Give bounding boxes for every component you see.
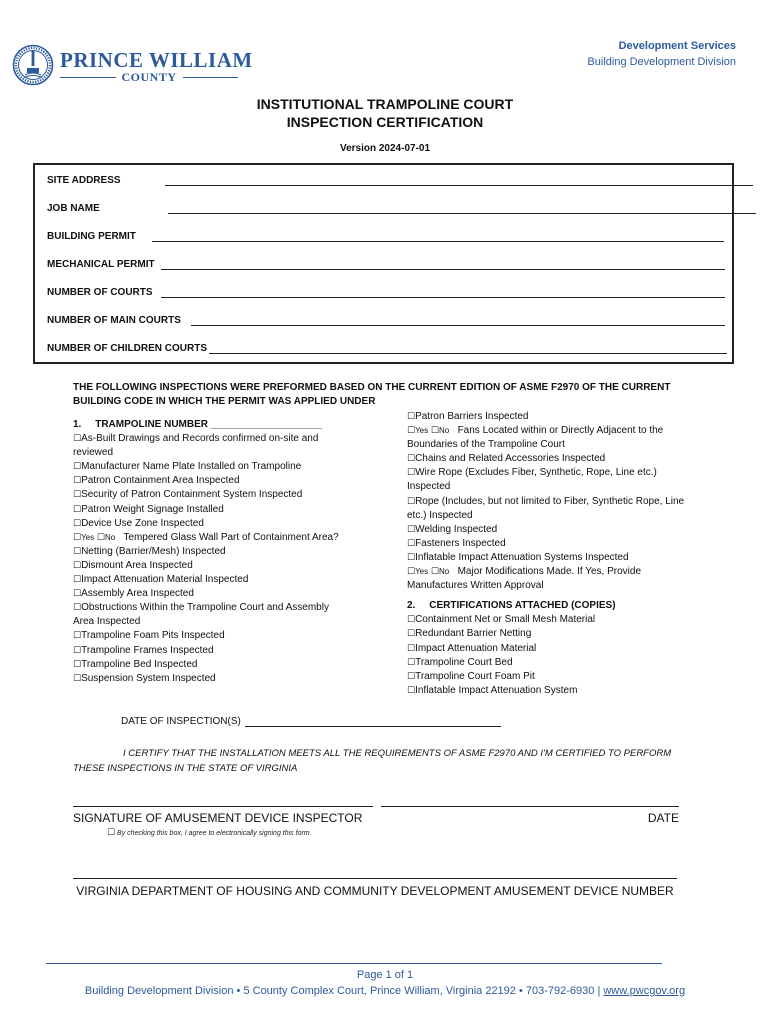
date-of-inspection-input[interactable] bbox=[245, 718, 501, 727]
certification-item[interactable]: ☐Impact Attenuation Material bbox=[407, 642, 537, 654]
brand-county: COUNTY bbox=[121, 69, 177, 84]
form-version: Version 2024-07-01 bbox=[339, 143, 431, 154]
no-checkbox-icon[interactable]: ☐ bbox=[430, 567, 439, 578]
e-sign-consent[interactable]: ☐ By checking this box, I agree to electronically signing this form. bbox=[107, 828, 312, 838]
empty-checkbox-icon[interactable]: ☐ bbox=[407, 412, 416, 422]
inspection-list-right bbox=[407, 410, 697, 698]
checklist-item[interactable]: ☐As-Built Drawings and Records confirmed on-site and reviewed bbox=[73, 433, 319, 459]
empty-checkbox-icon[interactable]: ☐ bbox=[407, 643, 416, 654]
major-modifications-question: ☐Yes ☐No Major Modifications Made. If Yes, Provide Manufactures Written Approval bbox=[407, 566, 642, 592]
checklist-item[interactable]: ☐Trampoline Foam Pits Inspected bbox=[73, 630, 225, 642]
checklist-item[interactable]: ☐Patron Weight Signage Installed bbox=[73, 503, 224, 515]
signature-date-line[interactable] bbox=[381, 806, 679, 807]
field-label: NUMBER OF MAIN COURTS bbox=[47, 315, 181, 326]
field-label: SITE ADDRESS bbox=[47, 175, 121, 186]
empty-checkbox-icon[interactable]: ☐ bbox=[407, 615, 416, 626]
certification-statement: I CERTIFY THAT THE INSTALLATION MEETS ALL THE REQUIREMENTS OF ASME F2970 AND I'M CERTIFIED TO PERFORM THESE INSPECTIONS IN THE STATE OF VIRGINIA bbox=[73, 748, 672, 774]
dept-subtitle: Building Development Division bbox=[587, 56, 736, 68]
empty-checkbox-icon[interactable]: ☐ bbox=[73, 589, 82, 600]
checklist-item[interactable]: ☐Suspension System Inspected bbox=[73, 672, 216, 684]
form-title-line1: INSTITUTIONAL TRAMPOLINE COURT bbox=[256, 96, 514, 112]
yes-checkbox-icon[interactable]: ☐ bbox=[407, 426, 416, 437]
checklist-item[interactable]: ☐Fasteners Inspected bbox=[407, 537, 506, 549]
checklist-item[interactable]: ☐Netting (Barrier/Mesh) Inspected bbox=[73, 545, 226, 557]
empty-checkbox-icon[interactable]: ☐ bbox=[407, 552, 416, 563]
inspection-list-left bbox=[73, 418, 343, 686]
job-name-field bbox=[47, 203, 756, 214]
county-seal-icon bbox=[12, 38, 54, 92]
no-checkbox-icon[interactable]: ☐ bbox=[96, 532, 105, 543]
checklist-item[interactable]: ☐Dismount Area Inspected bbox=[73, 559, 193, 571]
footer-address: Building Development Division • 5 County Complex Court, Prince William, Virginia 22192 • 703-792-6930 | www.pwcgov.org bbox=[84, 985, 686, 997]
checklist-item[interactable]: ☐Obstructions Within the Trampoline Court and Assembly Area Inspected bbox=[73, 602, 329, 628]
empty-checkbox-icon[interactable]: ☐ bbox=[107, 828, 116, 838]
checklist-item[interactable]: ☐Patron Barriers Inspected bbox=[407, 411, 529, 422]
building-permit-field bbox=[47, 231, 724, 242]
inspections-intro: THE FOLLOWING INSPECTIONS WERE PREFORMED BASED ON THE CURRENT EDITION OF ASME F2970 OF THE CURRENT BUILDING CODE IN WHICH THE PERMIT WAS APPLIED UNDER bbox=[73, 382, 671, 407]
empty-checkbox-icon[interactable]: ☐ bbox=[73, 560, 82, 571]
checklist-item[interactable]: ☐Rope (Includes, but not limited to Fiber, Synthetic Rope, Line etc.) Inspected bbox=[407, 495, 685, 521]
empty-checkbox-icon[interactable]: ☐ bbox=[73, 490, 82, 501]
no-label: No bbox=[439, 567, 450, 577]
empty-checkbox-icon[interactable]: ☐ bbox=[73, 603, 82, 614]
section-1-title: 1. TRAMPOLINE NUMBER ____________________ bbox=[73, 419, 323, 430]
page-number: Page 1 of 1 bbox=[356, 969, 414, 981]
signature-date-label: DATE bbox=[647, 811, 679, 825]
empty-checkbox-icon[interactable]: ☐ bbox=[73, 659, 82, 670]
yes-checkbox-icon[interactable]: ☐ bbox=[407, 567, 416, 578]
checklist-item[interactable]: ☐Trampoline Bed Inspected bbox=[73, 658, 198, 670]
number-of-main-courts-field bbox=[47, 315, 725, 326]
empty-checkbox-icon[interactable]: ☐ bbox=[73, 504, 82, 515]
mechanical-permit-field bbox=[47, 259, 725, 270]
empty-checkbox-icon[interactable]: ☐ bbox=[73, 631, 82, 642]
certification-item[interactable]: ☐Inflatable Impact Attenuation System bbox=[407, 684, 578, 696]
brand-name: PRINCE WILLIAM bbox=[60, 48, 253, 72]
checklist-item[interactable]: ☐Inflatable Impact Attenuation Systems Inspected bbox=[407, 551, 629, 563]
brand-rule-right bbox=[183, 77, 239, 78]
yes-checkbox-icon[interactable]: ☐ bbox=[73, 532, 82, 543]
date-of-inspection-label: DATE OF INSPECTION(S) bbox=[121, 716, 241, 727]
site-address-input[interactable] bbox=[165, 177, 753, 186]
mechanical-permit-input[interactable] bbox=[161, 261, 725, 270]
no-label: No bbox=[439, 426, 450, 436]
checklist-item[interactable]: ☐Patron Containment Area Inspected bbox=[73, 475, 240, 487]
field-label: JOB NAME bbox=[47, 203, 100, 214]
empty-checkbox-icon[interactable]: ☐ bbox=[73, 673, 82, 684]
checklist-item[interactable]: ☐Security of Patron Containment System Inspected bbox=[73, 489, 303, 501]
empty-checkbox-icon[interactable]: ☐ bbox=[73, 462, 82, 473]
brand-rule-left bbox=[60, 77, 116, 78]
empty-checkbox-icon[interactable]: ☐ bbox=[407, 629, 416, 640]
website-link[interactable]: www.pwcgov.org bbox=[603, 985, 686, 997]
number-of-courts-input[interactable] bbox=[161, 289, 725, 298]
dhcd-number-line[interactable] bbox=[73, 878, 677, 879]
yes-label: Yes bbox=[415, 426, 429, 436]
fans-question: ☐Yes ☐No Fans Located within or Directly Adjacent to the Boundaries of the Trampoline Court bbox=[407, 425, 664, 451]
empty-checkbox-icon[interactable]: ☐ bbox=[73, 518, 82, 529]
empty-checkbox-icon[interactable]: ☐ bbox=[407, 657, 416, 668]
site-address-field bbox=[47, 175, 753, 186]
certification-item[interactable]: ☐Trampoline Court Bed bbox=[407, 656, 513, 668]
section-2-title: 2. CERTIFICATIONS ATTACHED (COPIES) bbox=[407, 600, 616, 612]
empty-checkbox-icon[interactable]: ☐ bbox=[73, 575, 82, 586]
yes-label: Yes bbox=[415, 567, 429, 577]
empty-checkbox-icon[interactable]: ☐ bbox=[73, 434, 82, 445]
number-of-children-courts-input[interactable] bbox=[209, 345, 727, 354]
empty-checkbox-icon[interactable]: ☐ bbox=[73, 645, 82, 656]
certification-item[interactable]: ☐Trampoline Court Foam Pit bbox=[407, 670, 535, 682]
checklist-item[interactable]: ☐Trampoline Frames Inspected bbox=[73, 644, 214, 656]
building-permit-input[interactable] bbox=[152, 233, 724, 242]
empty-checkbox-icon[interactable]: ☐ bbox=[73, 546, 82, 557]
checklist-item[interactable]: ☐Device Use Zone Inspected bbox=[73, 517, 204, 529]
empty-checkbox-icon[interactable]: ☐ bbox=[407, 538, 416, 549]
form-title bbox=[0, 95, 770, 131]
certification-item[interactable]: ☐Redundant Barrier Netting bbox=[407, 628, 532, 640]
empty-checkbox-icon[interactable]: ☐ bbox=[407, 454, 416, 465]
checklist-item[interactable]: ☐Assembly Area Inspected bbox=[73, 588, 194, 600]
empty-checkbox-icon[interactable]: ☐ bbox=[407, 496, 416, 507]
inspector-signature-line[interactable] bbox=[73, 806, 373, 807]
empty-checkbox-icon[interactable]: ☐ bbox=[407, 524, 416, 535]
number-of-children-courts-field bbox=[47, 343, 727, 354]
job-name-input[interactable] bbox=[168, 205, 756, 214]
empty-checkbox-icon[interactable]: ☐ bbox=[407, 671, 416, 682]
yes-label: Yes bbox=[81, 532, 95, 542]
empty-checkbox-icon[interactable]: ☐ bbox=[407, 468, 416, 479]
glass-wall-question: ☐Yes ☐No Tempered Glass Wall Part of Containment Area? bbox=[73, 531, 339, 543]
certification-item[interactable]: ☐Containment Net or Small Mesh Material bbox=[407, 614, 596, 626]
number-of-courts-field bbox=[47, 287, 725, 298]
date-of-inspection-field bbox=[121, 716, 501, 727]
checklist-item[interactable]: ☐Welding Inspected bbox=[407, 523, 498, 535]
field-label: BUILDING PERMIT bbox=[47, 231, 136, 242]
county-logo bbox=[12, 38, 253, 94]
no-checkbox-icon[interactable]: ☐ bbox=[430, 426, 439, 437]
field-label: MECHANICAL PERMIT bbox=[47, 259, 155, 270]
project-info-box bbox=[33, 163, 734, 364]
empty-checkbox-icon[interactable]: ☐ bbox=[407, 685, 416, 696]
number-of-main-courts-input[interactable] bbox=[191, 317, 725, 326]
footer-divider bbox=[46, 963, 662, 964]
department-block bbox=[587, 38, 736, 70]
field-label: NUMBER OF CHILDREN COURTS bbox=[47, 343, 207, 354]
checklist-item[interactable]: ☐Manufacturer Name Plate Installed on Trampoline bbox=[73, 461, 302, 473]
dhcd-number-label: VIRGINIA DEPARTMENT OF HOUSING AND COMMUNITY DEVELOPMENT AMUSEMENT DEVICE NUMBER bbox=[76, 884, 674, 898]
inspector-signature-label: SIGNATURE OF AMUSEMENT DEVICE INSPECTOR bbox=[73, 811, 363, 825]
empty-checkbox-icon[interactable]: ☐ bbox=[73, 476, 82, 487]
dept-title: Development Services bbox=[618, 40, 736, 52]
checklist-item[interactable]: ☐Wire Rope (Excludes Fiber, Synthetic, Rope, Line etc.) Inspected bbox=[407, 467, 657, 493]
field-label: NUMBER OF COURTS bbox=[47, 287, 153, 298]
form-title-line2: INSPECTION CERTIFICATION bbox=[286, 114, 484, 130]
checklist-item[interactable]: ☐Impact Attenuation Material Inspected bbox=[73, 574, 249, 586]
no-label: No bbox=[105, 532, 116, 542]
checklist-item[interactable]: ☐Chains and Related Accessories Inspected bbox=[407, 453, 606, 465]
